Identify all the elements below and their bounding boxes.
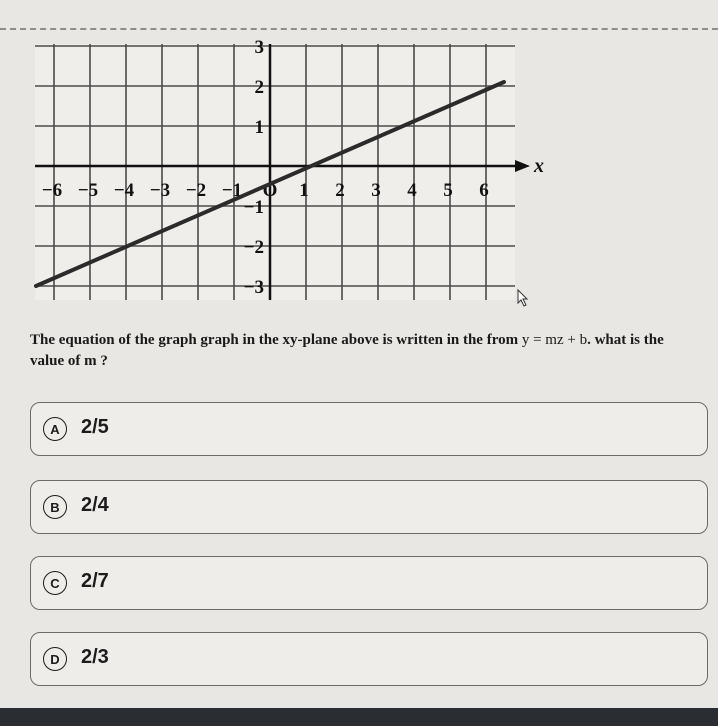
x-tick-label: 5 (443, 180, 453, 201)
x-tick-label: −3 (149, 180, 171, 201)
option-a[interactable] (30, 402, 708, 456)
y-tick-label: −3 (243, 277, 264, 298)
plot-area (35, 44, 515, 300)
x-tick-label: 3 (371, 180, 381, 201)
x-tick-label: 6 (479, 180, 489, 201)
question-text-after: . what is the value of m ? (30, 332, 664, 369)
bottom-taskbar (0, 708, 718, 726)
y-tick-label: 2 (254, 77, 264, 98)
option-c[interactable] (30, 556, 708, 610)
question-text-before: The equation of the graph graph in the xy-plane above is written in the from (30, 332, 522, 348)
x-tick-label: −5 (77, 180, 99, 201)
equation-expression: y = mz + b (521, 332, 588, 348)
option-letter-a: A (43, 417, 67, 441)
coordinate-graph (0, 0, 718, 320)
option-letter-b: B (43, 495, 67, 519)
x-axis-label: x (534, 155, 544, 177)
x-tick-label: −2 (185, 180, 207, 201)
y-tick-label: 3 (254, 37, 264, 58)
x-tick-label: 1 (299, 180, 309, 201)
x-axis-arrow (515, 160, 530, 172)
option-letter-d: D (43, 647, 67, 671)
x-tick-label: 2 (335, 180, 345, 201)
x-tick-label: −1 (221, 180, 243, 201)
mouse-cursor-icon (518, 290, 527, 306)
x-tick-label: −4 (113, 180, 135, 201)
option-b[interactable] (30, 480, 708, 534)
option-text-d: 2/3 (81, 646, 109, 668)
option-text-b: 2/4 (81, 494, 109, 516)
option-letter-c: C (43, 571, 67, 595)
option-text-a: 2/5 (81, 416, 109, 438)
option-text-c: 2/7 (81, 570, 109, 592)
x-tick-label: 4 (407, 180, 417, 201)
option-d[interactable] (30, 632, 708, 686)
x-tick-label: −6 (41, 180, 63, 201)
question-text (30, 330, 700, 372)
y-tick-label: −1 (243, 197, 264, 218)
y-tick-label: −2 (243, 237, 264, 258)
y-tick-label: 1 (254, 117, 264, 138)
x-tick-label: O (262, 180, 278, 201)
